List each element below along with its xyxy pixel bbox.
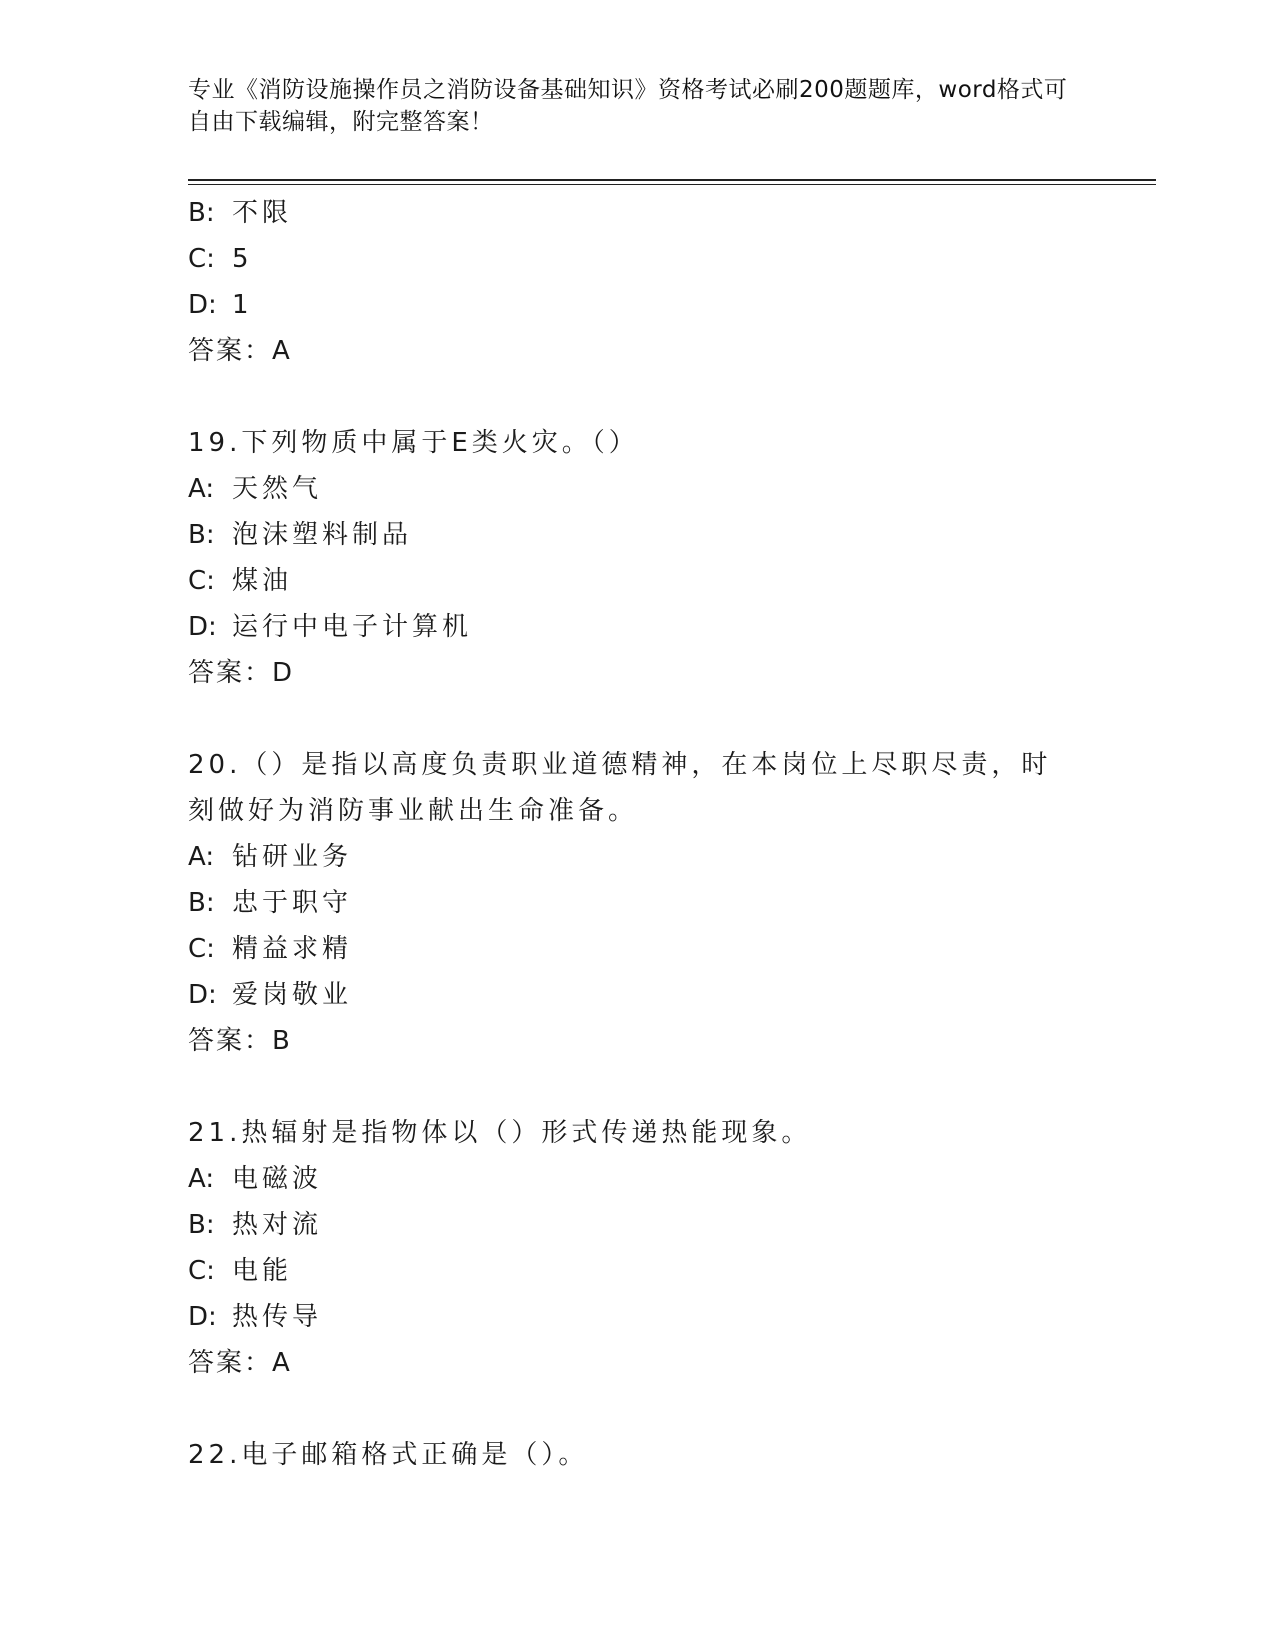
question-19	[188, 420, 1088, 696]
option-letter: B:	[188, 1210, 215, 1240]
option-text: 煤油	[232, 566, 293, 596]
option-letter: A:	[188, 474, 215, 504]
option-letter: D:	[188, 290, 217, 320]
question-stem: 21.热辐射是指物体以（）形式传递热能现象。	[188, 1118, 812, 1148]
question-21	[188, 1110, 1088, 1386]
option-d	[188, 604, 1088, 650]
option-text: 精益求精	[232, 934, 353, 964]
option-letter: D:	[188, 980, 217, 1010]
option-letter: C:	[188, 566, 215, 596]
header-rule-thick	[188, 179, 1156, 181]
option-text: 钻研业务	[232, 842, 353, 872]
option-text: 热传导	[232, 1302, 323, 1332]
option-letter: C:	[188, 934, 215, 964]
option-text: 忠于职守	[232, 888, 353, 918]
option-c	[188, 236, 1088, 282]
option-b	[188, 190, 1088, 236]
option-text: 爱岗敬业	[232, 980, 353, 1010]
answer-line: 答案：D	[188, 658, 295, 688]
answer-line: 答案：A	[188, 1348, 292, 1378]
question-22	[188, 1432, 1088, 1478]
option-letter: B:	[188, 198, 215, 228]
option-letter: C:	[188, 244, 215, 274]
question-stem: 19.下列物质中属于E类火灾。（）	[188, 428, 639, 458]
question-stem: 20.（）是指以高度负责职业道德精神，在本岗位上尽职尽责，时刻做好为消防事业献出生命准备。	[188, 750, 1052, 826]
option-text: 1	[232, 290, 253, 320]
option-a	[188, 834, 1088, 880]
option-a	[188, 1156, 1088, 1202]
question-content	[188, 190, 1088, 1478]
option-text: 热对流	[232, 1210, 323, 1240]
answer-line: 答案：B	[188, 1026, 292, 1056]
option-b	[188, 512, 1088, 558]
option-text: 电磁波	[232, 1164, 323, 1194]
option-letter: C:	[188, 1256, 215, 1286]
option-letter: B:	[188, 888, 215, 918]
option-text: 天然气	[232, 474, 323, 504]
option-text: 5	[232, 244, 253, 274]
option-c	[188, 1248, 1088, 1294]
option-text: 运行中电子计算机	[232, 612, 473, 642]
option-c	[188, 926, 1088, 972]
option-b	[188, 880, 1088, 926]
option-text: 电能	[232, 1256, 293, 1286]
option-letter: A:	[188, 842, 215, 872]
option-a	[188, 466, 1088, 512]
question-20	[188, 742, 1088, 1064]
option-text: 泡沫塑料制品	[232, 520, 413, 550]
option-d	[188, 282, 1088, 328]
option-d	[188, 972, 1088, 1018]
header-rule-thin	[188, 184, 1156, 185]
option-d	[188, 1294, 1088, 1340]
previous-question-tail	[188, 190, 1088, 374]
option-letter: D:	[188, 612, 217, 642]
option-letter: D:	[188, 1302, 217, 1332]
option-letter: A:	[188, 1164, 215, 1194]
option-b	[188, 1202, 1088, 1248]
option-c	[188, 558, 1088, 604]
answer-line: 答案：A	[188, 336, 292, 366]
option-text: 不限	[232, 198, 293, 228]
option-letter: B:	[188, 520, 215, 550]
question-stem: 22.电子邮箱格式正确是（）。	[188, 1440, 589, 1470]
document-header: 专业《消防设施操作员之消防设备基础知识》资格考试必刷200题题库，word格式可自由下载编辑，附完整答案！	[188, 77, 1068, 135]
